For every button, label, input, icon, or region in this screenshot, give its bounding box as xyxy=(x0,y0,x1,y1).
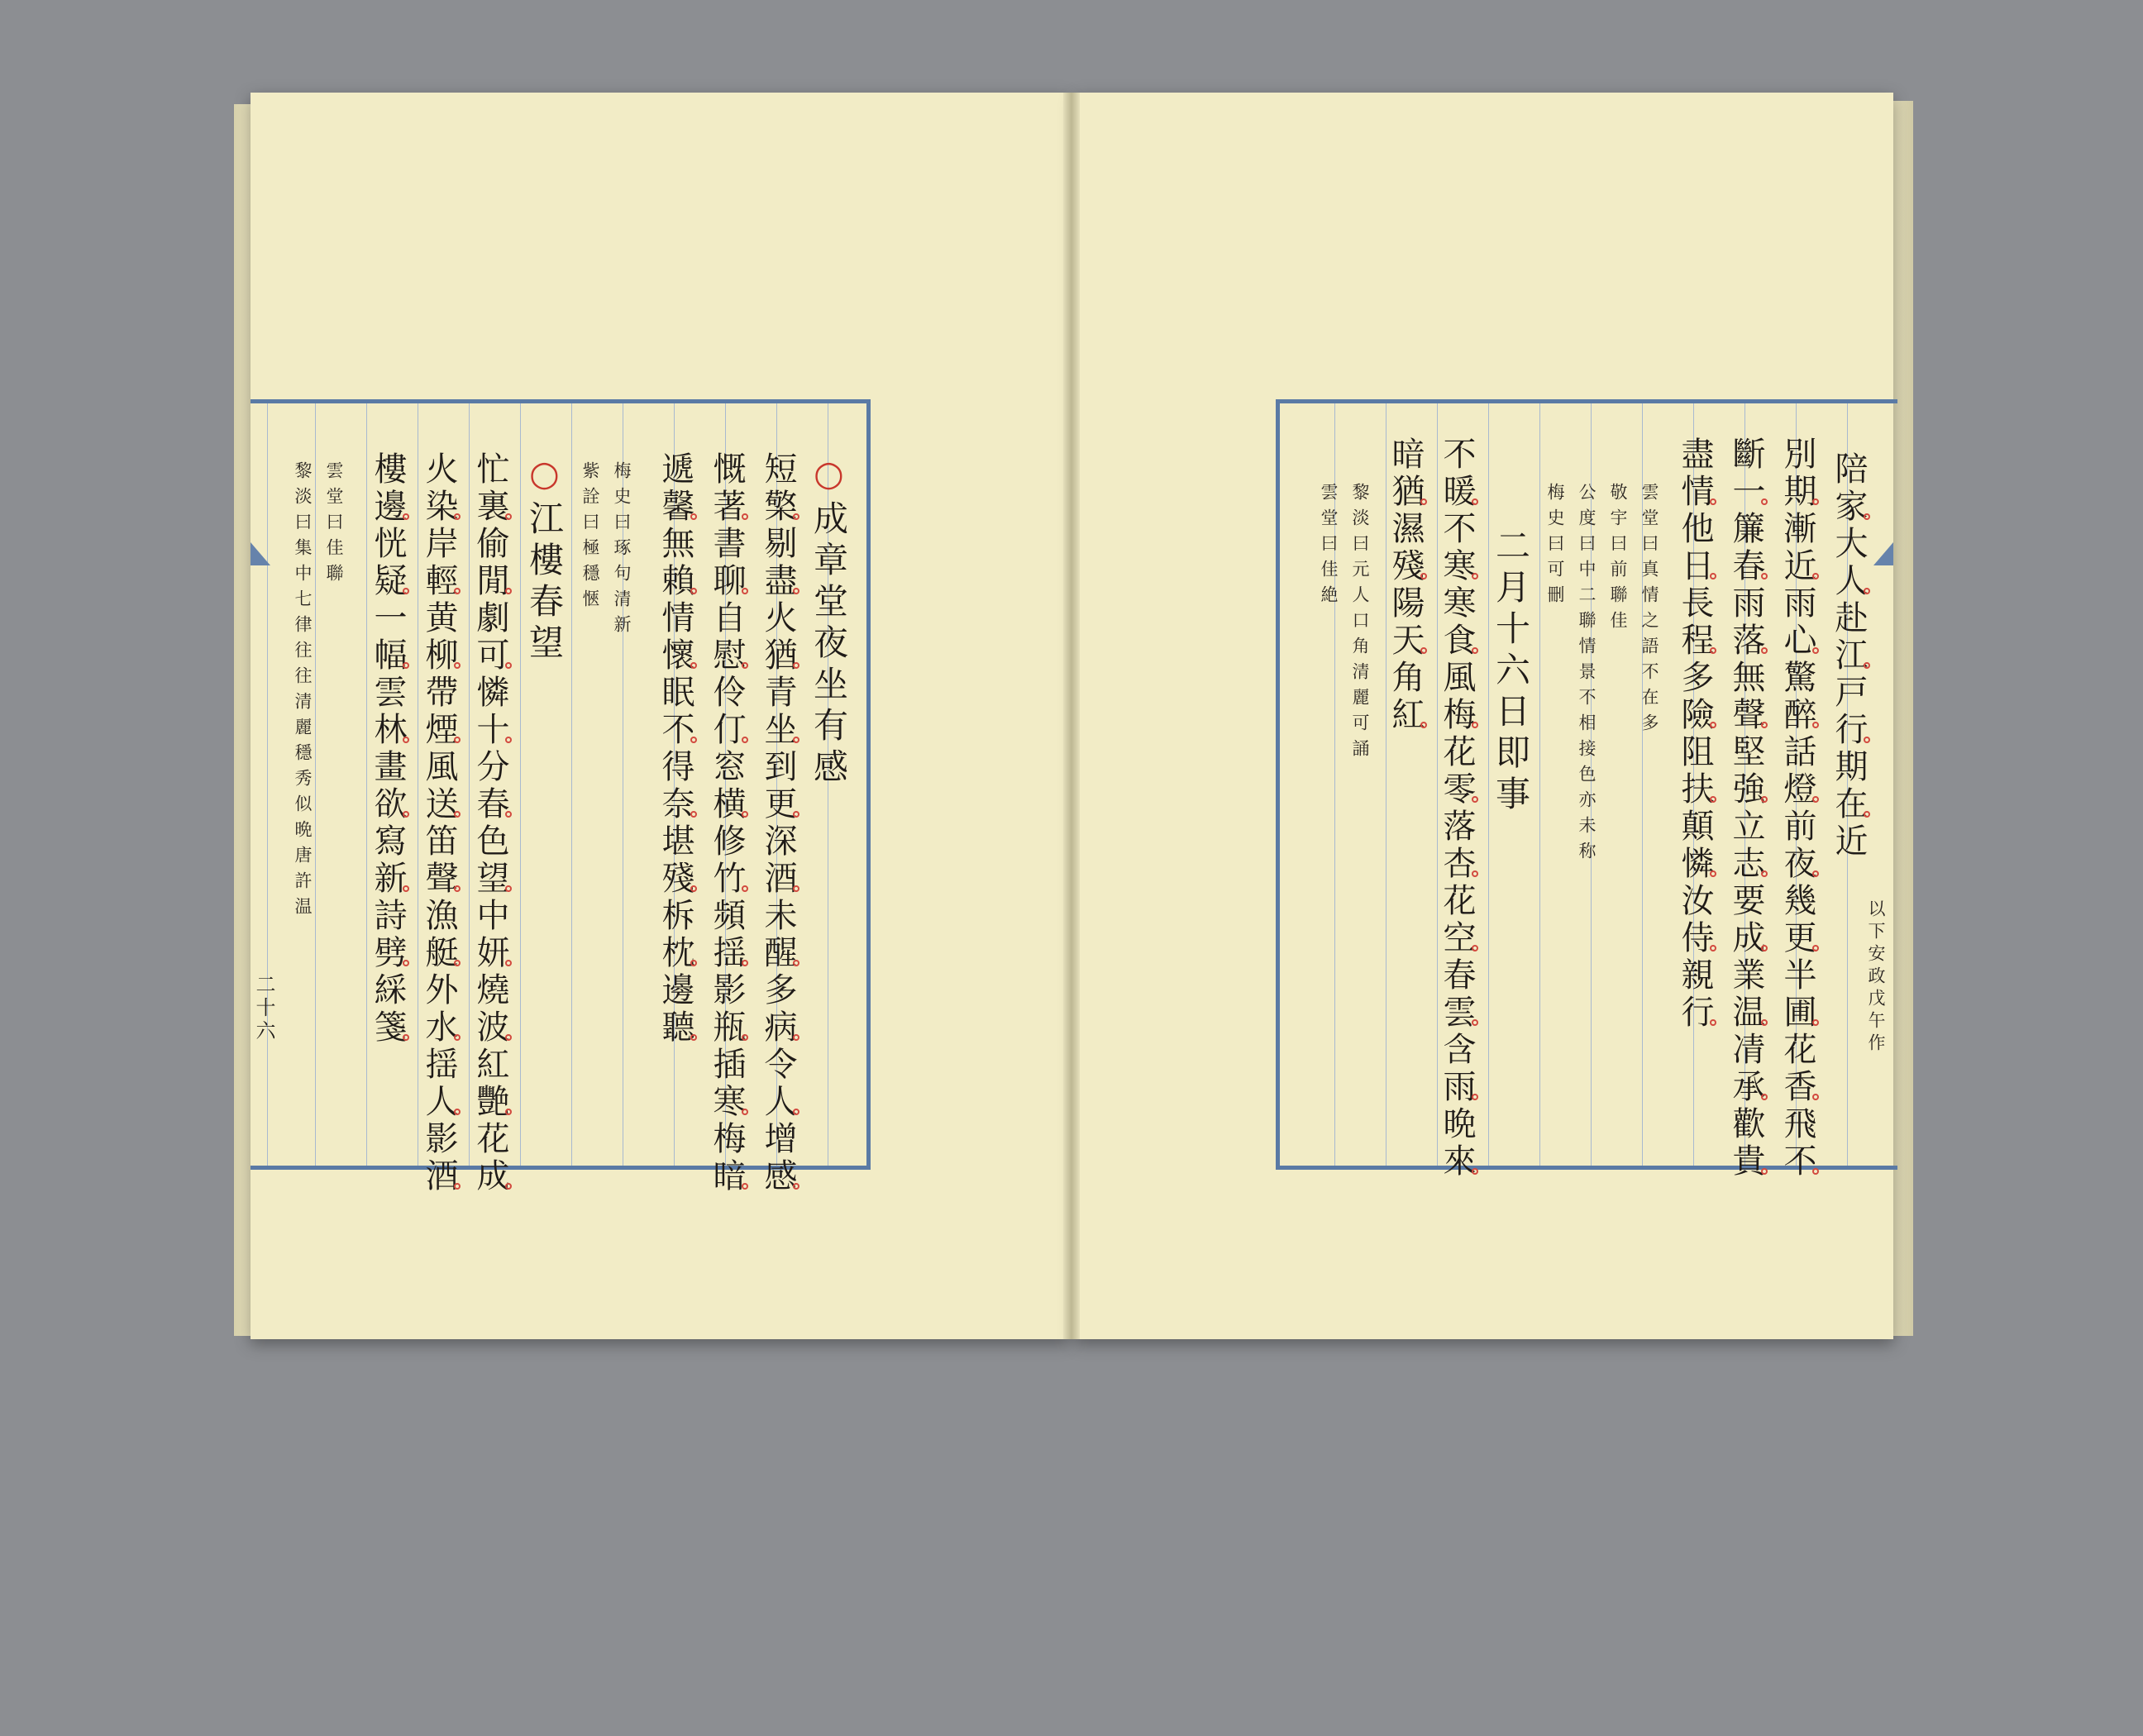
poem-line: 慨著書聊自慰伶仃窓横修竹頻揺影瓶插寒梅暗 xyxy=(708,451,746,1195)
punctuation-mark xyxy=(793,662,799,669)
punctuation-mark xyxy=(403,885,409,892)
punctuation-mark xyxy=(454,1183,461,1190)
punctuation-mark xyxy=(454,588,461,594)
commentary: 黎淡曰元人口角清麗可誦 xyxy=(1350,483,1370,765)
punctuation-mark xyxy=(454,960,461,966)
poem-line: 盡情他日長程多險阻扶顛憐汝侍親行 xyxy=(1676,436,1714,1032)
poem-line: 樓邊恍疑一幅雲林畫欲寫新詩劈綵箋 xyxy=(369,451,407,1047)
commentary: 梅史曰琢句清新 xyxy=(612,461,632,641)
punctuation-mark xyxy=(1420,498,1427,505)
punctuation-mark xyxy=(1864,513,1870,520)
poem-title-3: 陪家大人赴江戸行期在近 xyxy=(1830,451,1868,861)
punctuation-mark xyxy=(1812,870,1819,877)
punctuation-mark xyxy=(454,811,461,818)
punctuation-mark xyxy=(690,588,697,594)
punctuation-mark xyxy=(793,811,799,818)
punctuation-mark xyxy=(1761,1168,1768,1175)
poem-title-4: 二月十六日即事 xyxy=(1491,527,1531,817)
punctuation-mark xyxy=(1812,1094,1819,1100)
punctuation-mark xyxy=(505,1109,512,1115)
punctuation-mark xyxy=(793,885,799,892)
punctuation-mark xyxy=(403,513,409,520)
punctuation-mark xyxy=(793,960,799,966)
punctuation-mark xyxy=(1812,498,1819,505)
punctuation-mark xyxy=(454,513,461,520)
punctuation-mark xyxy=(742,513,748,520)
punctuation-mark xyxy=(690,960,697,966)
punctuation-mark xyxy=(690,513,697,520)
punctuation-mark xyxy=(1710,870,1716,877)
punctuation-mark xyxy=(793,588,799,594)
punctuation-mark xyxy=(690,1034,697,1041)
commentary: 雲堂曰真情之語不在多 xyxy=(1639,483,1659,739)
punctuation-mark xyxy=(690,885,697,892)
poem-line: 忙裏偷閒劇可憐十分春色望中妍燒波紅艷花成 xyxy=(471,451,509,1195)
commentary: 紫詮曰極穩愜 xyxy=(580,461,600,615)
commentary: 公度曰中二聯情景不相接色亦未称 xyxy=(1577,483,1597,867)
punctuation-mark xyxy=(505,885,512,892)
punctuation-mark xyxy=(1472,647,1478,654)
punctuation-mark xyxy=(505,662,512,669)
punctuation-mark xyxy=(1812,573,1819,579)
punctuation-mark xyxy=(1812,945,1819,951)
date-note: 以下安政戊午作 xyxy=(1866,899,1886,1056)
punctuation-mark xyxy=(505,588,512,594)
punctuation-mark xyxy=(1761,1019,1768,1026)
punctuation-mark xyxy=(793,737,799,743)
punctuation-mark xyxy=(1420,722,1427,728)
poem-title-1: ○成章堂夜坐有感 xyxy=(809,453,849,789)
punctuation-mark xyxy=(1710,647,1716,654)
poem-line: 火染岸輕黄柳帶煙風送笛聲漁艇外水揺人影酒 xyxy=(420,451,458,1195)
punctuation-mark xyxy=(1812,1019,1819,1026)
punctuation-mark xyxy=(1761,573,1768,579)
punctuation-mark xyxy=(793,1183,799,1190)
punctuation-mark xyxy=(742,1109,748,1115)
punctuation-mark xyxy=(403,960,409,966)
punctuation-mark xyxy=(1420,573,1427,579)
poem-line: 暗猶濕殘陽天角紅 xyxy=(1387,436,1425,734)
punctuation-mark xyxy=(1472,1168,1478,1175)
punctuation-mark xyxy=(403,662,409,669)
punctuation-mark xyxy=(690,737,697,743)
book-gutter xyxy=(1063,93,1080,1339)
punctuation-mark xyxy=(505,513,512,520)
punctuation-mark xyxy=(1472,573,1478,579)
poem-title-2: ○江樓春望 xyxy=(524,453,565,665)
commentary: 雲堂曰佳絶 xyxy=(1319,483,1339,611)
punctuation-mark xyxy=(1710,945,1716,951)
punctuation-mark xyxy=(403,588,409,594)
punctuation-mark xyxy=(1761,945,1768,951)
section-circle-mark: ○ xyxy=(524,453,565,500)
punctuation-mark xyxy=(1812,722,1819,728)
punctuation-mark xyxy=(454,1034,461,1041)
punctuation-mark xyxy=(742,1034,748,1041)
punctuation-mark xyxy=(1864,737,1870,743)
punctuation-mark xyxy=(1472,722,1478,728)
punctuation-mark xyxy=(1710,573,1716,579)
punctuation-mark xyxy=(742,1183,748,1190)
punctuation-mark xyxy=(793,1109,799,1115)
punctuation-mark xyxy=(1472,796,1478,803)
poem-line: 短檠剔盡火猶青坐到更深酒未醒多病令人增感 xyxy=(759,451,797,1195)
poem-line: 斷一簾春雨落無聲堅強立志要成業温凊承歡貴 xyxy=(1727,436,1765,1180)
punctuation-mark xyxy=(505,1034,512,1041)
poem-line: 別期漸近雨心驚醉話燈前夜幾更半圃花香飛不 xyxy=(1778,436,1816,1180)
punctuation-mark xyxy=(505,737,512,743)
poem-line: 不暖不寒寒食風梅花零落杏花空春雲含雨晩來 xyxy=(1438,436,1476,1180)
punctuation-mark xyxy=(1472,1094,1478,1100)
punctuation-mark xyxy=(690,811,697,818)
poem-line: 遞馨無賴情懷眠不得奈堪殘柝枕邊聽 xyxy=(656,451,694,1047)
punctuation-mark xyxy=(505,960,512,966)
punctuation-mark xyxy=(1472,870,1478,877)
punctuation-mark xyxy=(742,885,748,892)
punctuation-mark xyxy=(1864,588,1870,594)
commentary: 黎淡曰集中七律往往清麗穩秀似晩唐許温 xyxy=(293,461,313,923)
punctuation-mark xyxy=(1710,498,1716,505)
punctuation-mark xyxy=(1864,811,1870,818)
punctuation-mark xyxy=(1812,647,1819,654)
punctuation-mark xyxy=(742,737,748,743)
punctuation-mark xyxy=(1761,722,1768,728)
punctuation-mark xyxy=(742,811,748,818)
punctuation-mark xyxy=(1761,796,1768,803)
punctuation-mark xyxy=(403,737,409,743)
punctuation-mark xyxy=(742,662,748,669)
punctuation-mark xyxy=(454,737,461,743)
left-text-block xyxy=(251,399,871,1195)
left-page-edge xyxy=(234,104,252,1336)
right-text-block xyxy=(1276,399,1897,1180)
punctuation-mark xyxy=(1812,1168,1819,1175)
punctuation-mark xyxy=(403,1034,409,1041)
punctuation-mark xyxy=(1761,870,1768,877)
punctuation-mark xyxy=(454,662,461,669)
punctuation-mark xyxy=(403,811,409,818)
punctuation-mark xyxy=(1761,1094,1768,1100)
punctuation-mark xyxy=(1472,945,1478,951)
punctuation-mark xyxy=(742,588,748,594)
punctuation-mark xyxy=(505,1183,512,1190)
punctuation-mark xyxy=(1761,498,1768,505)
punctuation-mark xyxy=(1472,498,1478,505)
punctuation-mark xyxy=(793,513,799,520)
punctuation-mark xyxy=(793,1034,799,1041)
section-circle-mark: ○ xyxy=(809,453,849,500)
punctuation-mark xyxy=(454,1109,461,1115)
commentary: 敬宇曰前聯佳 xyxy=(1608,483,1628,637)
punctuation-mark xyxy=(690,662,697,669)
punctuation-mark xyxy=(1761,647,1768,654)
punctuation-mark xyxy=(1864,662,1870,669)
commentary: 梅史曰可刪 xyxy=(1545,483,1565,611)
punctuation-mark xyxy=(1812,796,1819,803)
punctuation-mark xyxy=(1710,796,1716,803)
punctuation-mark xyxy=(1710,722,1716,728)
punctuation-mark xyxy=(1472,1019,1478,1026)
punctuation-mark xyxy=(1420,647,1427,654)
punctuation-mark xyxy=(1710,1019,1716,1026)
commentary: 雲堂曰佳聯 xyxy=(324,461,344,589)
punctuation-mark xyxy=(505,811,512,818)
punctuation-mark xyxy=(742,960,748,966)
punctuation-mark xyxy=(454,885,461,892)
folio-number: 二十六 xyxy=(252,974,275,1043)
